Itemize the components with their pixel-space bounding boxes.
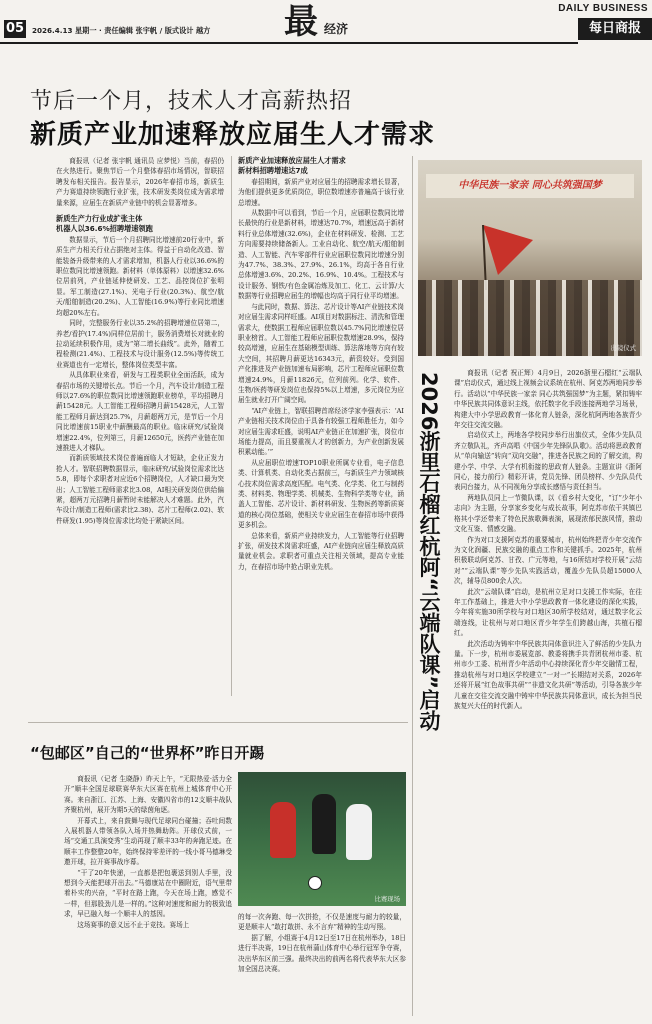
masthead-rule [0,42,578,44]
soccer-photo [238,772,406,906]
subheading: 新质生产力行业成扩张主体 [56,214,143,224]
paper-cn-name: 每日商报 [578,18,652,40]
banner-text: 中华民族一家亲 同心共筑强国梦 [458,180,602,191]
paragraph: 作为对口支援阿克苏的重要城市，杭州始终把青少年交流作为文化润疆、民族交融的重点工作和关键抓手。2025年，杭州积极联动阿克苏、甘孜、广元等地，与16所结对学校开展“云结对”“云端队课”等少先队实践活动，覆盖少先队员超15000人次，辅导员800余人次。 [454,535,642,586]
date-line: 2026.4.13 星期一 · 责任编辑 张宇帆 / 版式设计 越方 [32,26,211,35]
story1-column-1 [56,156,224,701]
paragraph: 而新质领域技术岗位普遍面临人才短缺，企业正发力抢人才。智联招聘数据显示，临床研究/试验岗位需求比达5.8，即每个求职者对应近6个招聘岗位，人才缺口最为突出；人工智能工程师需求比3.08，AI相关研发岗位供给偏紧，超两万元招聘月薪暂时未能解决人才难题。此外，汽车设计/制造工程师(需求比2.38)、芯片工程师(2.02)、软件研发(1.95)等岗位需求比均处于紧缺区间。 [56,454,224,525]
story2-column [454,368,642,1008]
crowd-silhouette [418,280,642,356]
player-white [346,804,372,860]
paragraph: “干了20年快递，一直都是把包裹送到别人手里，没想到今天能把球开出去。”马德康站在中圈附近，语气里带着朴实的兴奋，“平时在路上跑，今天在场上跑，感觉不一样，但那股劲儿是一样的。”这种对速度和耐力的极致追求，早已融入每一个顺丰人的基因。 [64,868,232,919]
photo-caption: 比赛现场 [374,895,400,903]
player-black [312,794,336,854]
subheading: 机器人以36.6%招聘增速领跑 [56,224,153,234]
paragraph: 此次活动为铸牢中华民族共同体意识注入了鲜活的少先队力量。下一步，杭州市委展览部、教委将携手共青团杭州市委、杭州市少工委、杭州青少年活动中心持续深化青少年交融情工程，推动杭州与对口地区学校建立“一对一”长期结对关系，2026年还将开展“红色故事共研”“非遗文化共研”等活动，引导各族少年儿童在交往交流交融中铸牢中华民族共同体意识，成长为担当民族复兴大任的时代新人。 [454,639,642,710]
masthead [0,0,652,44]
paragraph: 此次“云端队课”启动，是杭州立足对口支援工作实际，在往年工作基础上，推进大中小学思政教育一体化建设的深化实践，今年将实施30所学校与对口地区30所学校结对，通过数字化云端连线，让杭州与对口地区青少年学生们跨越山海，共植石榴红。 [454,587,642,638]
section-name: 经济 [324,22,349,36]
story2-headline: 2026浙里石榴红杭阿“云端队课”启动 [417,372,441,732]
section-char: 最 [284,2,318,42]
paragraph: 商报讯（记者 生晓静）昨天上午，“无限热爱·活力全开”顺丰全国足球联赛华东大区赛在杭州上城体育中心开赛。来自浙江、江苏、上海、安徽四省市的12支顺丰战队齐聚杭州，展开为期5天的绿茵角逐。 [64,775,232,815]
story1-headline: 新质产业加速释放应届生人才需求 [30,120,436,150]
paragraph: 春招期间，新质产业对应届生的招聘需求增长显著，为他们提供更多优质岗位，职位数增速亦普遍高于该行业总增速。 [238,177,404,207]
column-divider [231,156,232,696]
story3-column-left [64,774,232,1014]
paragraph: 同时，完整服务行业以35.2%的招聘增速位居第二，养老/看护(17.4%)同样位居前十，服务消费增长对就业的拉动延续积极作用，成为“第二增长曲线”。此外，随着工程检测(21.4%)、工程技术与设计服务(12.5%)等传统工业赛道也有一定增长，整体岗位类型丰富。 [56,319,224,369]
photo-caption: 出镜仪式 [610,344,636,352]
player-red [270,802,296,858]
subheading: 新质产业加速释放应届生人才需求 [238,156,346,165]
paper-en-name: DAILY BUSINESS [558,3,648,14]
paragraph: 从数据中可以看到，节后一个月，应届职位数同比增长最快的行业是新材料，增速达70.7%，增速远高于新材料行业总体增速(32.6%)，企业在材料研发、检测、工艺方向需要持续储备新人。工业自动化、航空/航天/船舶制造、人工智能、汽车零部件行业应届职位数同比增速分别为47.7%、38.3%、27.9%、26.1%，均高于各自行业总体增速3.6%、20.2%、16.9%、10.4%。工程技术与设计服务、钢铁/有色金属冶炼及加工、化工、云计算/大数据等行业招聘应届生的增幅也均高于同行业平均增速。 [238,209,404,301]
page-number: 05 [5,21,25,36]
ceremony-photo [418,160,642,356]
paragraph: 启动仪式上，两地各学校同步举行出旗仪式，全体少先队员齐立敬队礼，齐声高唱《中国少年先锋队队歌》。活动将思政教育从“单向输送”转向“双向交融”，推进各民族之间的了解交流，构建小学、中学、大学有机衔接的思政育人链条。主题宣讲《浙阿同心，接力前行》精彩开讲，党员先锋、团员榜样、少先队员代表同台接力，从不同视角分享成长感悟与责任担当。 [454,431,642,492]
paragraph: 开幕式上，来自鼓舞与现代足球同台碰撞；吞吐间数入展机器人带领各队入场并热舞助阵。开球仪式前，一场“交通工具演变秀”生动再现了顺丰33年的奔跑足迹。在顺丰工作整整20年，始终保持零差评的一线小哥马德琳受邀开球，拉开赛事战序幕。 [64,816,232,867]
story3-column-right [238,912,406,1016]
paragraph: 这场赛事的意义远不止于竞技。赛场上 [77,920,190,929]
paragraph: 数据显示，节后一个月招聘同比增速前20行业中，新质生产力相关行业占据绝对主体。得益于自动化改造、智能装备升级带来的人才需求增加，机器人行业以36.6%的职位数同比增速领跑。新材料（单体原料）以增速32.6%位居前列，产业链延伸使研发、工艺、品控岗位扩张明显。军工制造(27.1%)、光电子行业(20.3%)、航空/航天/船舶制造(20.2%)、人工智能(16.9%)等行业同比增速均超20%左右。 [56,235,224,317]
paragraph: 与此同时，数据、算法、芯片设计等AI产业链技术岗对应届生需求同样旺盛。AI项目对数据标注、清洗和管理需求大，使数据工程师应届职位数以45.7%同比增速位居职业榜首。人工智能工程师应届职位数增速28.9%，保持较高增速，应届生在基础模型训练、算法落地等方向有较大空间，其招聘月薪更达16343元，薪资较好。受到国产化推进及产业链加速布局影响，芯片工程师应届职位数增速24.9%，月薪11826元，位列前列。化学、软件、生物/医药等研发岗位也保持5%以上增速，多元岗位为应届生就业打开广阔空间。 [238,302,404,405]
banner [426,174,634,198]
story1-kicker: 节后一个月，技术人才高薪热招 [30,89,353,114]
paragraph: 总体来看，新质产业持续发力，人工智能等行业招聘扩张，研发技术岗需求旺盛，AI产业链向应届生释放高质量就业机会。求职者可重点关注相关领域，提高专业能力，在春招市场中抢占职业先机。 [238,531,404,571]
paragraph: “AI产业链上，智联招聘首席经济学家李强表示：‘AI产业链相关技术岗位由于具备有较强工程师胜任力，如今对应届生需求旺盛，说明AI产业链正在加速扩张，岗位市场能力提高，而且要重视人才的创新力，为产业创新发展积累动能。’” [238,406,404,457]
story-divider [28,722,408,723]
subheading: 新材料招聘增速达7成 [238,166,308,176]
paragraph: 两地队员同上一节微队课，以《看乡村大变化，“订”少年小志向》为主题，分享家乡变化与成长故事，阿克苏市依干其镇巴格其小学还带来了特色民族歌舞表演，展现浓郁民族风情，推动文化互鉴、情感交融。 [454,493,642,534]
soccer-ball [308,876,322,890]
paragraph: 商报讯（记者 张宇帆 通讯员 应梦悦）当前，春招仍在火热进行。聚焦节后一个月整体春招市场情况，智联招聘发布相关报告。报告显示，2026年春招市场，新质生产力赛道持续领跑行业扩张，技术研发类岗位成为需求增量来源，应届生在新质产业链中的机会显著增多。 [56,157,224,207]
story1-column-2 [238,156,404,701]
section-mark [284,2,378,44]
paragraph: 据了解，小组赛于4月12日至17日在杭州举办，18日进行半决赛，19日在杭州蒲山体育中心举行冠军争夺赛，决出华东区前三强。最终决出的前两名将代表华东大区参加全国总决赛。 [238,933,406,974]
paragraph: 的每一次奔跑、每一次拼抢，不仅是速度与耐力的较量，更是顺丰人“敢打敢拼、永不言弃”精神的生动写照。 [238,913,406,932]
paragraph: 从具体职业来看，研发与工程类职业全面活跃，成为春招市场的关键增长点。节后一个月，汽车设计/制造工程师以27.6%的职位数同比增速领跑职业榜单，平均招聘月薪15428元。人工智能工程师招聘月薪15428元，人工智能工程师月薪达到25.7%，月薪超两万元，是节后一个月同比增速前15职业中薪酬最高的职业。临床研究/试验岗增速22.4%，位列第三，月薪12650元，医药产业链在加速推进人才梯队。 [56,371,224,452]
story3-headline: “包邮区”自己的“世界杯”昨日开踢 [30,744,265,762]
section-divider [412,156,413,1016]
paragraph: 从应届职位增速TOP10职业所属专业看，电子信息类、计算机类、自动化类占据前三，与新质生产力领域核心技术岗位需求高度匹配。电气类、化学类、化工与制药类、材料类、物理学类、机械类、生物科学类等专业，涵盖人工智能、芯片设计、新材料研发、生物医药等新质赛道的核心岗位基础，使相关专业应届生在春招市场中获得更多机会。 [238,458,404,530]
paragraph: 商报讯（记者 祝正辉）4月9日，2026浙里石榴红“云端队课”启动仪式，通过线上视频会议系统在杭州、阿克苏两地同步举行。活动以“中华民族一家亲 同心共筑强国梦”为主题，紧扣铸牢中华民族共同体意识主线，依托数字化手段连接两地学习场景，构建大中小学思政教育一体化育人链条，深化杭阿两地各族青少年交往交流交融。 [454,369,642,430]
